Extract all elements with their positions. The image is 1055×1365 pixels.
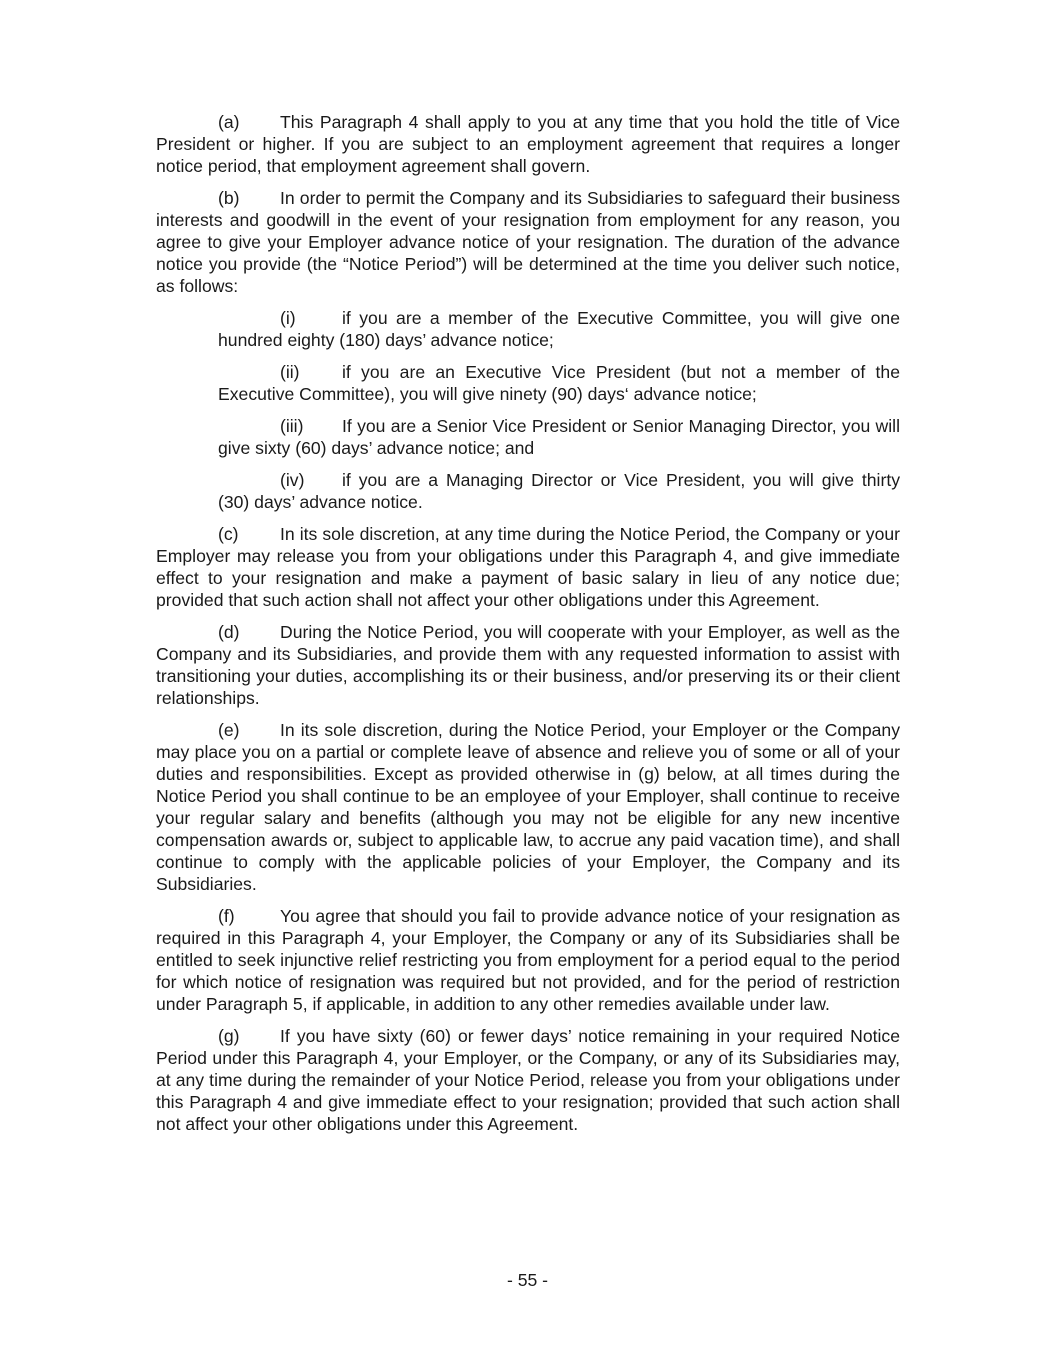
subitem-ii bbox=[218, 361, 900, 405]
paragraph-label: (d) bbox=[218, 622, 240, 642]
paragraph-label: (f) bbox=[218, 906, 235, 926]
paragraph-text: In its sole discretion, during the Notice Period, your Employer or the Company may place you on a partial or complete leave of absence and relieve you of some or all of your duties and responsibilities. Except as provided otherwise in (g) below, at all times during the Notice Period you shall continue to be an employee of your Employer, shall continue to receive your regular salary and benefits (although you may not be eligible for any new incentive compensation awards or, subject to applicable law, to accrue any paid vacation time), and shall continue to comply with the applicable policies of your Employer, the Company and its Subsidiaries. bbox=[156, 720, 900, 894]
paragraph-text: In order to permit the Company and its Subsidiaries to safeguard their business interests and goodwill in the event of your resignation from employment for any reason, you agree to give your Employer advance notice of your resignation. The duration of the advance notice you provide (the “Notice Period”) will be determined at the time you deliver such notice, as follows: bbox=[156, 188, 900, 296]
paragraph-label: (a) bbox=[218, 112, 240, 132]
paragraph-label: (g) bbox=[218, 1026, 240, 1046]
subitem-label: (iii) bbox=[280, 416, 304, 436]
paragraph-a bbox=[156, 111, 900, 177]
subitem-text: if you are a Managing Director or Vice President, you will give thirty (30) days’ advance notice. bbox=[218, 470, 900, 512]
subitem-label: (i) bbox=[280, 308, 296, 328]
subitem-text: if you are an Executive Vice President (but not a member of the Executive Committee), you will give ninety (90) days‘ advance notice; bbox=[218, 362, 900, 404]
paragraph-text: During the Notice Period, you will cooperate with your Employer, as well as the Company and its Subsidiaries, and provide them with any requested information to assist with transitioning your duties, accomplishing its or their business, and/or preserving its or their client relationships. bbox=[156, 622, 900, 708]
paragraph-f bbox=[156, 905, 900, 1015]
paragraph-label: (c) bbox=[218, 524, 239, 544]
subitem-label: (ii) bbox=[280, 362, 300, 382]
subitem-text: if you are a member of the Executive Committee, you will give one hundred eighty (180) days’ advance notice; bbox=[218, 308, 900, 350]
subitem-label: (iv) bbox=[280, 470, 305, 490]
paragraph-g bbox=[156, 1025, 900, 1135]
page-number: - 55 - bbox=[506, 1270, 549, 1290]
subitem-iv bbox=[218, 469, 900, 513]
paragraph-b bbox=[156, 187, 900, 297]
paragraph-label: (b) bbox=[218, 188, 240, 208]
paragraph-label: (e) bbox=[218, 720, 240, 740]
paragraph-text: In its sole discretion, at any time during the Notice Period, the Company or your Employer may release you from your obligations under this Paragraph 4, and give immediate effect to your resignation and make a payment of basic salary in lieu of any notice due; provided that such action shall not affect your other obligations under this Agreement. bbox=[156, 524, 900, 610]
subitem-iii bbox=[218, 415, 900, 459]
document-page bbox=[156, 111, 900, 1145]
subitem-text: If you are a Senior Vice President or Senior Managing Director, you will give sixty (60) days’ advance notice; and bbox=[218, 416, 900, 458]
paragraph-text: You agree that should you fail to provide advance notice of your resignation as required in this Paragraph 4, your Employer, the Company or any of its Subsidiaries shall be entitled to seek injunctive relief restricting you from employment for a period equal to the period for which notice of resignation was required but not provided, and for the period of restriction under Paragraph 5, if applicable, in addition to any other remedies available under law. bbox=[156, 906, 900, 1014]
subitem-i bbox=[218, 307, 900, 351]
paragraph-text: This Paragraph 4 shall apply to you at any time that you hold the title of Vice President or higher. If you are subject to an employment agreement that requires a longer notice period, that employment agreement shall govern. bbox=[156, 112, 900, 176]
paragraph-c bbox=[156, 523, 900, 611]
paragraph-d bbox=[156, 621, 900, 709]
paragraph-text: If you have sixty (60) or fewer days’ notice remaining in your required Notice Period under this Paragraph 4, your Employer, or the Company, or any of its Subsidiaries may, at any time during the remainder of your Notice Period, release you from your obligations under this Paragraph 4 and give immediate effect to your resignation; provided that such action shall not affect your other obligations under this Agreement. bbox=[156, 1026, 900, 1134]
paragraph-e bbox=[156, 719, 900, 895]
